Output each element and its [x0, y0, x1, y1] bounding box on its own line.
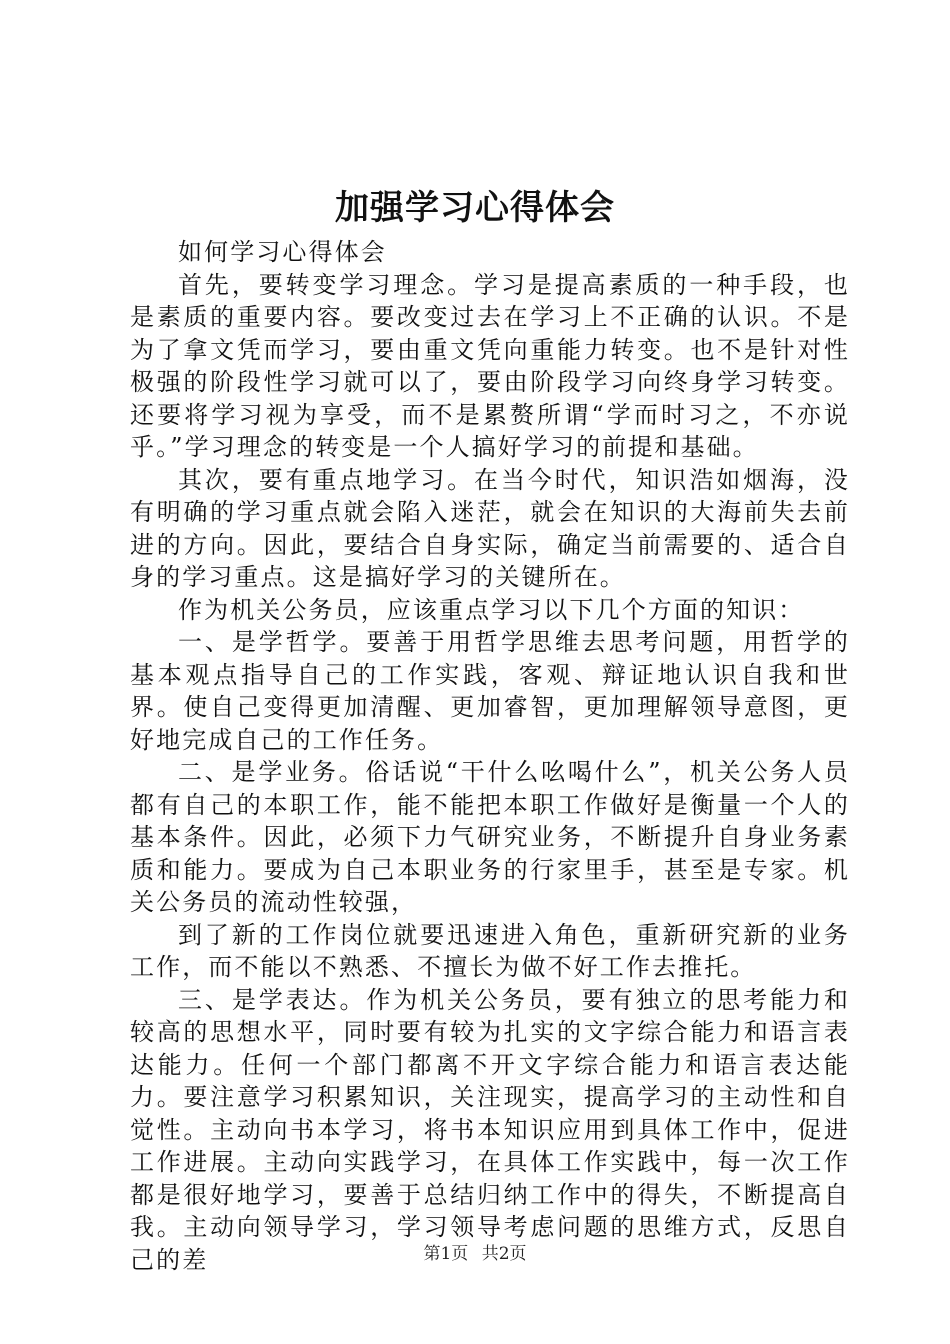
page-total: 共2页: [481, 1244, 527, 1264]
paragraph: 二、是学业务。俗话说“干什么吆喝什么”，机关公务人员都有自己的本职工作，能不能把本职工作做好是衡量一个人的基本条件。因此，必须下力气研究业务，不断提升自身业务素质和能力。要成为自己本职业务的行家里手，甚至是专家。机关公务员的流动性较强，: [130, 758, 850, 916]
page-footer: [0, 1243, 950, 1265]
paragraph: 作为机关公务员，应该重点学习以下几个方面的知识：: [178, 595, 805, 624]
paragraph: 到了新的工作岗位就要迅速进入角色，重新研究新的业务工作，而不能以不熟悉、不擅长为做不好工作去推托。: [130, 920, 850, 981]
paragraph: 首先，要转变学习理念。学习是提高素质的一种手段，也是素质的重要内容。要改变过去在学习上不正确的认识。不是为了拿文凭而学习，要由重文凭向重能力转变。也不是针对性极强的阶段性学习就可以了，要由阶段学习向终身学习转变。还要将学习视为享受，而不是累赘所谓“学而时习之，不亦说乎。”学习理念的转变是一个人搞好学习的前提和基础。: [130, 270, 850, 461]
paragraph: 一、是学哲学。要善于用哲学思维去思考问题，用哲学的基本观点指导自己的工作实践，客观、辩证地认识自我和世界。使自己变得更加清醒、更加睿智，更加理解领导意图，更好地完成自己的工作任务。: [130, 628, 850, 754]
paragraph: 如何学习心得体会: [178, 238, 387, 266]
page-number: 第1页: [423, 1244, 469, 1264]
paragraph: 三、是学表达。作为机关公务员，要有独立的思考能力和较高的思想水平，同时要有较为扎实的文字综合能力和语言表达能力。任何一个部门都离不开文字综合能力和语言表达能力。要注意学习积累知识，关注现实，提高学习的主动性和自觉性。主动向书本学习，将书本知识应用到具体工作中，促进工作进展。主动向实践学习，在具体工作实践中，每一次工作都是很好地学习，要善于总结归纳工作中的得失，不断提高自我。主动向领导学习，学习领导考虑问题的思维方式，反思自己的差: [130, 985, 850, 1274]
document-title: 加强学习心得体会: [335, 188, 615, 228]
paragraph: 其次，要有重点地学习。在当今时代，知识浩如烟海，没有明确的学习重点就会陷入迷茫，就会在知识的大海前失去前进的方向。因此，要结合自身实际，确定当前需要的、适合自身的学习重点。这是搞好学习的关键所在。: [130, 465, 850, 591]
document-body: [130, 236, 850, 1276]
